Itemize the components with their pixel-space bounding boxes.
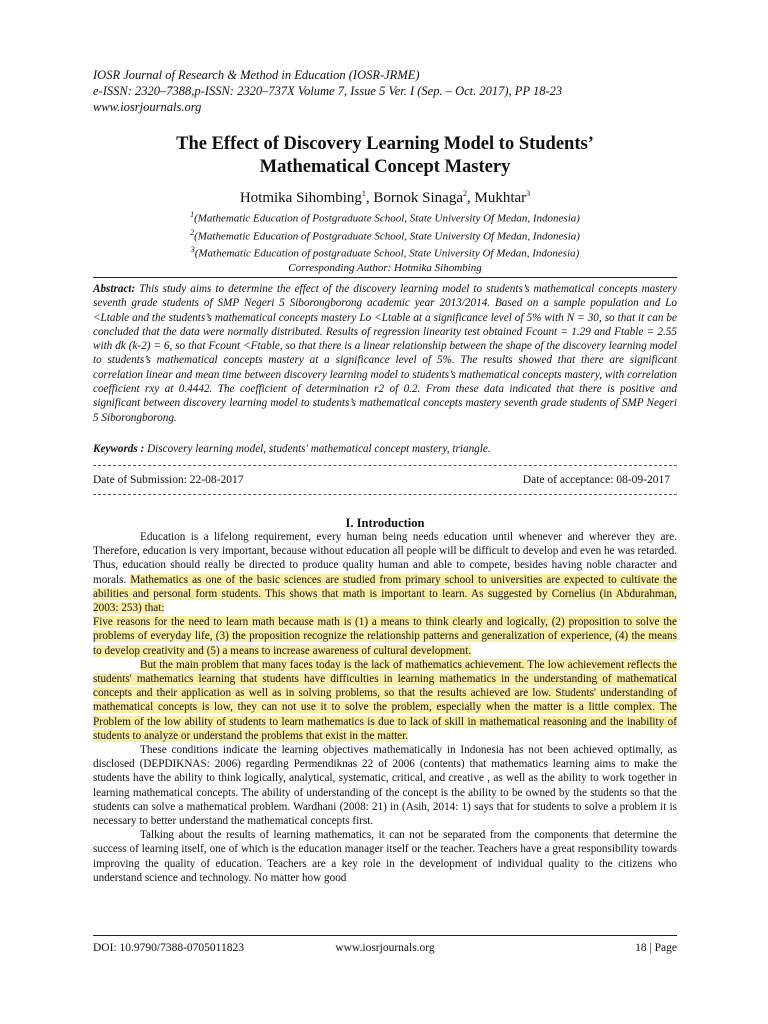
abstract (93, 282, 677, 425)
author-superscript: 3 (526, 189, 531, 198)
keywords (93, 442, 677, 456)
affiliation-superscript: 2 (190, 227, 195, 237)
abstract-text: This study aims to determine the effect of the discovery learning model to students’s mathematical concepts mastery seventh grade students of SMP Negeri 5 Siborongborong academic year 2013/2014. Based on a sample population and Lo <Ltable and the students’s mathematical concepts mastery Lo <Ltable at a significance level of 5% with N = 30, so that it can be concluded that the data were normally distributed. Results of regression linearity test obtained Fcount = 1.29 and Ftable = 2.55 with dk (k-2) = 6, so that Fcount <Ftable, so that there is a linear relationship between the shape of the discovery learning model to students’s mathematical concepts mastery at a significance level of 5%. The results showed that there are significant correlation linear and mean time between discovery learning model to students’s mathematical concepts mastery, with correlation coefficient rxy at 0.4442. The coefficient of determination r2 of 0.2. From these data indicated that there is positive and significant between discovery learning model to students’s mathematical concepts mastery seventh grade students of SMP Negeri 5 Siborongborong. (93, 283, 677, 424)
author-separator: , (467, 190, 475, 206)
section-heading: I. Introduction (345, 516, 425, 530)
journal-website: www.iosrjournals.org (93, 100, 202, 114)
journal-header (93, 67, 693, 115)
author-list (93, 184, 677, 208)
highlighted-text: But the main problem that many faces today is the lack of mathematics achievement. The low achievement reflects the students' mathematics learning that students have difficulties in learning mathematics in the understanding of mathematical concepts and their application as well as in solving problems, so that the results achieved are low. Students' understanding of mathematical concepts is low, they can not use it to solve the problem, especially when the matter is a little complex. The Problem of the low ability of students to learn mathematics is due to lack of skill in mathematical reasoning and the inability of students to analyze or understand the problems that exist in the matter. (93, 658, 677, 742)
author-superscript: 2 (463, 189, 467, 198)
author-name: Mukhtar (474, 190, 527, 206)
body-paragraph (93, 615, 677, 658)
footer-page-number: 18 | Page (635, 942, 677, 954)
acceptance-date: Date of acceptance: 08-09-2017 (522, 474, 670, 486)
abstract-label: Abstract: (93, 283, 136, 295)
footer-website: www.iosrjournals.org (335, 942, 435, 954)
abstract-top-rule (93, 277, 677, 278)
affiliation-line (93, 226, 677, 244)
submission-date: Date of Submission: 22-08-2017 (93, 474, 244, 486)
issn-line: e-ISSN: 2320–7388,p-ISSN: 2320–737X Volume 7, Issue 5 Ver. I (Sep. – Oct. 2017), PP 18-23 (93, 84, 563, 98)
body-paragraph (93, 530, 677, 615)
title-line-2: Mathematical Concept Mastery (259, 157, 511, 177)
affiliation-line (93, 243, 677, 261)
body-paragraph (93, 828, 677, 885)
body-paragraph (93, 743, 677, 828)
date-line (93, 473, 670, 487)
author-separator: , (365, 190, 374, 206)
paragraph-text: Education is a lifelong requirement, every human being needs education until whenever and wherever they are. Therefore, education is very important, because without education all people will be difficult to develop and even he was retarded. Thus, education should really be directed to produce quality human and able to compete, besides having noble character and morals. (93, 531, 677, 586)
keywords-text: Discovery learning model, students' mathematical concept mastery, triangle. (147, 443, 491, 455)
affiliation-superscript: 1 (190, 210, 195, 219)
highlighted-text: Mathematics as one of the basic sciences are studied from primary school to universities are expected to cultivate the abilities and personal form students. This shows that math is important to learn. As suggested by Cornelius (in Abdurahman, 2003: 253) that: (93, 573, 678, 615)
author-name: Hotmika Sihombing (239, 190, 362, 206)
keywords-label: Keywords : (93, 443, 145, 455)
paragraph-text: Talking about the results of learning mathematics, it can not be separated from the components that determine the success of learning itself, one of which is the education manager itself or the teacher. Teachers have a great responsibility towards improving the quality of education. Teachers are a key role in the development of individual quality to the citizens who understand science and technology. No matter how good (93, 829, 677, 884)
paper-title (93, 133, 677, 179)
dashed-rule-top (93, 465, 677, 466)
corresponding-author: Corresponding Author: Hotmika Sihombing (288, 261, 482, 274)
footer-doi: DOI: 10.9790/7388-0705011823 (93, 942, 244, 954)
journal-name: IOSR Journal of Research & Method in Education (IOSR-JRME) (93, 68, 420, 82)
affiliation-superscript: 3 (190, 245, 195, 255)
title-line-1: The Effect of Discovery Learning Model to Students’ (176, 134, 594, 154)
affiliation-line (93, 208, 677, 226)
affiliation-text: (Mathematic Education of Postgraduate School, State University Of Medan, Indonesia) (194, 230, 580, 243)
affiliations (93, 208, 677, 275)
author-name: Bornok Sinaga (373, 190, 463, 206)
dashed-rule-bottom (93, 494, 677, 495)
author-superscript: 1 (361, 189, 366, 198)
body-paragraph (93, 658, 677, 743)
highlighted-text: Five reasons for the need to learn math because math is (1) a means to think clearly and logically, (2) proposition to solve the problems of everyday life, (3) the proposition recognize the relationship patterns and generalization of experience, (4) the means to develop creativity and (5) a means to increase awareness of cultural development. (93, 616, 677, 657)
affiliation-text: (Mathematic Education of Postgraduate School, State University Of Medan, Indonesia) (194, 212, 580, 225)
footer-rule (93, 935, 677, 936)
body-text (93, 530, 677, 885)
affiliation-text: (Mathematic Education of postgraduate School, State University Of Medan, Indonesia) (194, 247, 580, 260)
paragraph-text: These conditions indicate the learning objectives mathematically in Indonesia has not been achieved optimally, as disclosed (DEPDIKNAS: 2006) regarding Permendiknas 22 of 2006 (contents) that mathematics learning aims to make the students have the ability to think logically, analytical, systematic, critical, and creative , as well as the ability to work together in learning mathematical concepts. The ability of understanding of the concept is the ability to be owned by the students so that the students can solve a mathematical problem. Wardhani (2008: 21) in (Asih, 2014: 1) says that for students to solve a problem it is necessary to better understand the mathematical concepts first. (93, 744, 677, 828)
